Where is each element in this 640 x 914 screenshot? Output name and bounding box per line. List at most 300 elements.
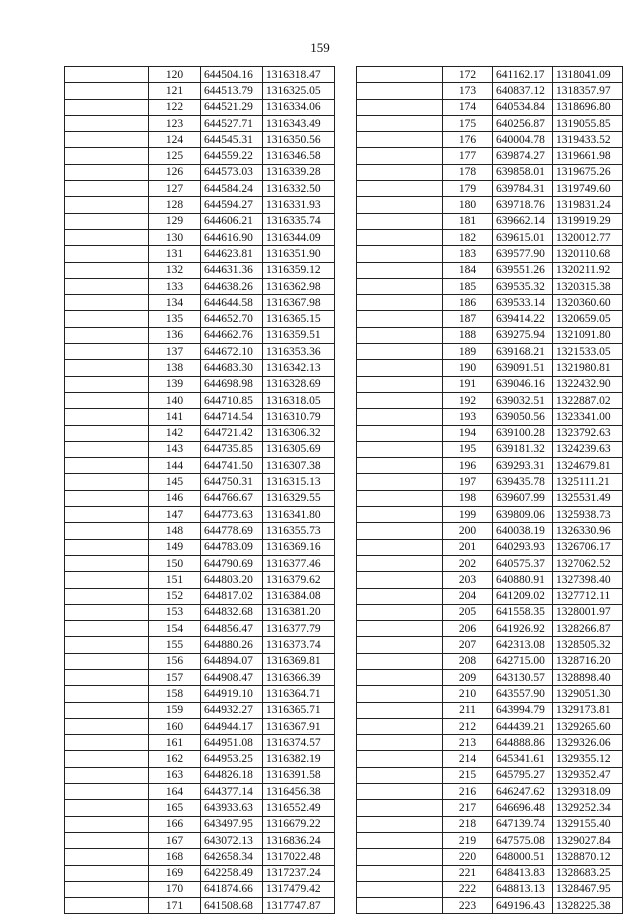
y-coordinate-cell: 1316369.16 [263,539,335,555]
table-row [357,604,623,620]
blank-cell [357,441,443,457]
x-coordinate-cell: 644559.22 [201,148,263,164]
point-number-cell: 214 [443,751,493,767]
table-row [65,181,335,197]
blank-cell [357,588,443,604]
point-number-cell: 161 [149,735,201,751]
page-number: 159 [310,40,330,55]
blank-cell [65,735,149,751]
x-coordinate-cell: 644888.86 [493,735,553,751]
x-coordinate-cell: 644662.76 [201,327,263,343]
x-coordinate-cell: 644773.63 [201,507,263,523]
y-coordinate-cell: 1319055.85 [553,115,623,131]
y-coordinate-cell: 1316305.69 [263,441,335,457]
y-coordinate-cell: 1316318.05 [263,392,335,408]
x-coordinate-cell: 640575.37 [493,555,553,571]
x-coordinate-cell: 644616.90 [201,229,263,245]
y-coordinate-cell: 1316310.79 [263,409,335,425]
blank-cell [357,637,443,653]
x-coordinate-cell: 644377.14 [201,784,263,800]
y-coordinate-cell: 1316318.47 [263,67,335,83]
blank-cell [65,490,149,506]
x-coordinate-cell: 644710.85 [201,392,263,408]
x-coordinate-cell: 644790.69 [201,555,263,571]
table-row [357,229,623,245]
point-number-cell: 135 [149,311,201,327]
blank-cell [357,327,443,343]
x-coordinate-cell: 643933.63 [201,800,263,816]
y-coordinate-cell: 1316373.74 [263,637,335,653]
blank-cell [357,474,443,490]
x-coordinate-cell: 641162.17 [493,67,553,83]
y-coordinate-cell: 1329155.40 [553,816,623,832]
point-number-cell: 211 [443,702,493,718]
x-coordinate-cell: 647139.74 [493,816,553,832]
point-number-cell: 156 [149,653,201,669]
blank-cell [357,115,443,131]
x-coordinate-cell: 639533.14 [493,295,553,311]
point-number-cell: 184 [443,262,493,278]
table-row [357,490,623,506]
point-number-cell: 146 [149,490,201,506]
point-number-cell: 209 [443,669,493,685]
x-coordinate-cell: 641926.92 [493,621,553,637]
point-number-cell: 213 [443,735,493,751]
table-row [357,849,623,865]
table-row [357,458,623,474]
point-number-cell: 150 [149,555,201,571]
table-row [357,213,623,229]
y-coordinate-cell: 1320315.38 [553,278,623,294]
x-coordinate-cell: 641508.68 [201,898,263,914]
blank-cell [65,344,149,360]
point-number-cell: 122 [149,99,201,115]
x-coordinate-cell: 644880.26 [201,637,263,653]
y-coordinate-cell: 1316342.13 [263,360,335,376]
table-row [357,425,623,441]
y-coordinate-cell: 1328505.32 [553,637,623,653]
x-coordinate-cell: 640293.93 [493,539,553,555]
x-coordinate-cell: 640038.19 [493,523,553,539]
table-row [65,572,335,588]
x-coordinate-cell: 644919.10 [201,686,263,702]
table-row [357,539,623,555]
blank-cell [357,262,443,278]
x-coordinate-cell: 639607.99 [493,490,553,506]
y-coordinate-cell: 1320659.05 [553,311,623,327]
point-number-cell: 217 [443,800,493,816]
blank-cell [357,311,443,327]
blank-cell [65,637,149,653]
y-coordinate-cell: 1317237.24 [263,865,335,881]
point-number-cell: 131 [149,246,201,262]
x-coordinate-cell: 639046.16 [493,376,553,392]
x-coordinate-cell: 644826.18 [201,767,263,783]
point-number-cell: 139 [149,376,201,392]
table-row [65,148,335,164]
point-number-cell: 186 [443,295,493,311]
table-row [65,83,335,99]
y-coordinate-cell: 1316339.28 [263,164,335,180]
x-coordinate-cell: 644735.85 [201,441,263,457]
table-row [65,360,335,376]
table-row [65,507,335,523]
table-row [65,67,335,83]
x-coordinate-cell: 639293.31 [493,458,553,474]
point-number-cell: 158 [149,686,201,702]
table-row [357,360,623,376]
point-number-cell: 148 [149,523,201,539]
x-coordinate-cell: 644894.07 [201,653,263,669]
table-row [65,262,335,278]
blank-cell [65,197,149,213]
table-row [65,278,335,294]
y-coordinate-cell: 1316679.22 [263,816,335,832]
blank-cell [357,490,443,506]
x-coordinate-cell: 639809.06 [493,507,553,523]
blank-cell [357,246,443,262]
blank-cell [65,213,149,229]
blank-cell [357,881,443,897]
y-coordinate-cell: 1328266.87 [553,621,623,637]
table-row [65,832,335,848]
point-number-cell: 215 [443,767,493,783]
x-coordinate-cell: 648413.83 [493,865,553,881]
table-row [357,311,623,327]
table-row [357,555,623,571]
point-number-cell: 183 [443,246,493,262]
table-row [65,474,335,490]
table-row [65,392,335,408]
blank-cell [65,67,149,83]
point-number-cell: 123 [149,115,201,131]
y-coordinate-cell: 1316369.81 [263,653,335,669]
blank-cell [65,425,149,441]
x-coordinate-cell: 642313.08 [493,637,553,653]
y-coordinate-cell: 1317747.87 [263,898,335,914]
y-coordinate-cell: 1323341.00 [553,409,623,425]
point-number-cell: 164 [149,784,201,800]
x-coordinate-cell: 642658.34 [201,849,263,865]
blank-cell [65,572,149,588]
x-coordinate-cell: 647575.08 [493,832,553,848]
point-number-cell: 121 [149,83,201,99]
blank-cell [65,148,149,164]
table-row [357,718,623,734]
point-number-cell: 175 [443,115,493,131]
x-coordinate-cell: 644672.10 [201,344,263,360]
x-coordinate-cell: 639032.51 [493,392,553,408]
point-number-cell: 120 [149,67,201,83]
x-coordinate-cell: 639615.01 [493,229,553,245]
table-row [357,898,623,914]
blank-cell [65,816,149,832]
blank-cell [357,621,443,637]
x-coordinate-cell: 644573.03 [201,164,263,180]
table-row [357,507,623,523]
y-coordinate-cell: 1316391.58 [263,767,335,783]
x-coordinate-cell: 648813.13 [493,881,553,897]
y-coordinate-cell: 1329252.34 [553,800,623,816]
blank-cell [65,278,149,294]
table-row [357,621,623,637]
blank-cell [357,555,443,571]
x-coordinate-cell: 644638.26 [201,278,263,294]
y-coordinate-cell: 1327398.40 [553,572,623,588]
x-coordinate-cell: 649196.43 [493,898,553,914]
y-coordinate-cell: 1325938.73 [553,507,623,523]
x-coordinate-cell: 644606.21 [201,213,263,229]
point-number-cell: 142 [149,425,201,441]
x-coordinate-cell: 644803.20 [201,572,263,588]
blank-cell [65,327,149,343]
x-coordinate-cell: 639435.78 [493,474,553,490]
point-number-cell: 127 [149,181,201,197]
point-number-cell: 188 [443,327,493,343]
table-row [357,67,623,83]
blank-cell [357,164,443,180]
x-coordinate-cell: 643557.90 [493,686,553,702]
x-coordinate-cell: 644783.09 [201,539,263,555]
y-coordinate-cell: 1316306.32 [263,425,335,441]
point-number-cell: 219 [443,832,493,848]
y-coordinate-cell: 1316367.91 [263,718,335,734]
blank-cell [357,702,443,718]
table-row [357,262,623,278]
point-number-cell: 143 [149,441,201,457]
table-row [65,523,335,539]
x-coordinate-cell: 644652.70 [201,311,263,327]
point-number-cell: 206 [443,621,493,637]
table-row [357,784,623,800]
x-coordinate-cell: 643072.13 [201,832,263,848]
x-coordinate-cell: 644521.29 [201,99,263,115]
y-coordinate-cell: 1316359.51 [263,327,335,343]
x-coordinate-cell: 642715.00 [493,653,553,669]
blank-cell [65,800,149,816]
table-row [357,376,623,392]
x-coordinate-cell: 640837.12 [493,83,553,99]
point-number-cell: 193 [443,409,493,425]
table-row [65,669,335,685]
point-number-cell: 187 [443,311,493,327]
point-number-cell: 182 [443,229,493,245]
point-number-cell: 208 [443,653,493,669]
y-coordinate-cell: 1324239.63 [553,441,623,457]
blank-cell [65,539,149,555]
table-row [357,132,623,148]
point-number-cell: 141 [149,409,201,425]
blank-cell [65,392,149,408]
point-number-cell: 190 [443,360,493,376]
coordinates-table-right [356,66,623,914]
point-number-cell: 171 [149,898,201,914]
x-coordinate-cell: 639168.21 [493,344,553,360]
blank-cell [357,898,443,914]
blank-cell [65,865,149,881]
blank-cell [65,360,149,376]
y-coordinate-cell: 1316331.93 [263,197,335,213]
table-row [65,751,335,767]
y-coordinate-cell: 1326330.96 [553,523,623,539]
point-number-cell: 125 [149,148,201,164]
x-coordinate-cell: 644698.98 [201,376,263,392]
point-number-cell: 176 [443,132,493,148]
blank-cell [357,99,443,115]
point-number-cell: 191 [443,376,493,392]
blank-cell [357,816,443,832]
table-row [357,295,623,311]
blank-cell [65,132,149,148]
blank-cell [357,376,443,392]
blank-cell [357,539,443,555]
x-coordinate-cell: 639535.32 [493,278,553,294]
x-coordinate-cell: 644527.71 [201,115,263,131]
table-row [357,751,623,767]
blank-cell [65,409,149,425]
point-number-cell: 154 [149,621,201,637]
point-number-cell: 124 [149,132,201,148]
blank-cell [357,507,443,523]
point-number-cell: 205 [443,604,493,620]
y-coordinate-cell: 1329265.60 [553,718,623,734]
x-coordinate-cell: 639091.51 [493,360,553,376]
y-coordinate-cell: 1324679.81 [553,458,623,474]
table-row [65,816,335,832]
y-coordinate-cell: 1316384.08 [263,588,335,604]
table-row [65,604,335,620]
blank-cell [357,425,443,441]
table-row [65,881,335,897]
blank-cell [65,441,149,457]
table-row [65,735,335,751]
y-coordinate-cell: 1320360.60 [553,295,623,311]
point-number-cell: 147 [149,507,201,523]
x-coordinate-cell: 639551.26 [493,262,553,278]
y-coordinate-cell: 1316325.05 [263,83,335,99]
y-coordinate-cell: 1316364.71 [263,686,335,702]
blank-cell [357,735,443,751]
blank-cell [357,148,443,164]
y-coordinate-cell: 1323792.63 [553,425,623,441]
coordinates-table-left [64,66,335,914]
blank-cell [65,523,149,539]
y-coordinate-cell: 1316350.56 [263,132,335,148]
x-coordinate-cell: 644856.47 [201,621,263,637]
y-coordinate-cell: 1326706.17 [553,539,623,555]
y-coordinate-cell: 1316328.69 [263,376,335,392]
table-row [357,572,623,588]
point-number-cell: 134 [149,295,201,311]
point-number-cell: 170 [149,881,201,897]
blank-cell [65,246,149,262]
blank-cell [65,181,149,197]
x-coordinate-cell: 639050.56 [493,409,553,425]
table-row [65,311,335,327]
blank-cell [357,458,443,474]
table-row [65,409,335,425]
point-number-cell: 138 [149,360,201,376]
table-row [65,229,335,245]
table-row [65,702,335,718]
y-coordinate-cell: 1321980.81 [553,360,623,376]
y-coordinate-cell: 1316353.36 [263,344,335,360]
x-coordinate-cell: 644623.81 [201,246,263,262]
blank-cell [65,832,149,848]
y-coordinate-cell: 1318041.09 [553,67,623,83]
blank-cell [65,669,149,685]
table-row [65,458,335,474]
point-number-cell: 223 [443,898,493,914]
table-row [65,555,335,571]
blank-cell [357,67,443,83]
y-coordinate-cell: 1316334.06 [263,99,335,115]
x-coordinate-cell: 644714.54 [201,409,263,425]
point-number-cell: 196 [443,458,493,474]
y-coordinate-cell: 1320110.68 [553,246,623,262]
y-coordinate-cell: 1316836.24 [263,832,335,848]
table-row [357,881,623,897]
point-number-cell: 200 [443,523,493,539]
x-coordinate-cell: 641209.02 [493,588,553,604]
y-coordinate-cell: 1316377.46 [263,555,335,571]
table-row [65,132,335,148]
blank-cell [65,99,149,115]
blank-cell [357,849,443,865]
x-coordinate-cell: 644513.79 [201,83,263,99]
table-row [65,490,335,506]
y-coordinate-cell: 1316365.71 [263,702,335,718]
table-row [357,99,623,115]
y-coordinate-cell: 1316382.19 [263,751,335,767]
y-coordinate-cell: 1316346.58 [263,148,335,164]
point-number-cell: 133 [149,278,201,294]
table-row [357,767,623,783]
blank-cell [65,621,149,637]
point-number-cell: 136 [149,327,201,343]
y-coordinate-cell: 1319433.52 [553,132,623,148]
x-coordinate-cell: 644832.68 [201,604,263,620]
y-coordinate-cell: 1319749.60 [553,181,623,197]
y-coordinate-cell: 1328716.20 [553,653,623,669]
y-coordinate-cell: 1316377.79 [263,621,335,637]
blank-cell [65,718,149,734]
y-coordinate-cell: 1316456.38 [263,784,335,800]
y-coordinate-cell: 1316344.09 [263,229,335,245]
table-row [357,669,623,685]
table-row [357,181,623,197]
table-row [65,246,335,262]
y-coordinate-cell: 1327712.11 [553,588,623,604]
blank-cell [65,295,149,311]
x-coordinate-cell: 644721.42 [201,425,263,441]
point-number-cell: 189 [443,344,493,360]
table-row [357,83,623,99]
y-coordinate-cell: 1328467.95 [553,881,623,897]
x-coordinate-cell: 639858.01 [493,164,553,180]
table-row [65,164,335,180]
point-number-cell: 144 [149,458,201,474]
blank-cell [357,344,443,360]
blank-cell [357,523,443,539]
blank-cell [65,881,149,897]
blank-cell [65,784,149,800]
point-number-cell: 201 [443,539,493,555]
x-coordinate-cell: 639100.28 [493,425,553,441]
x-coordinate-cell: 639662.14 [493,213,553,229]
blank-cell [65,604,149,620]
table-row [65,898,335,914]
